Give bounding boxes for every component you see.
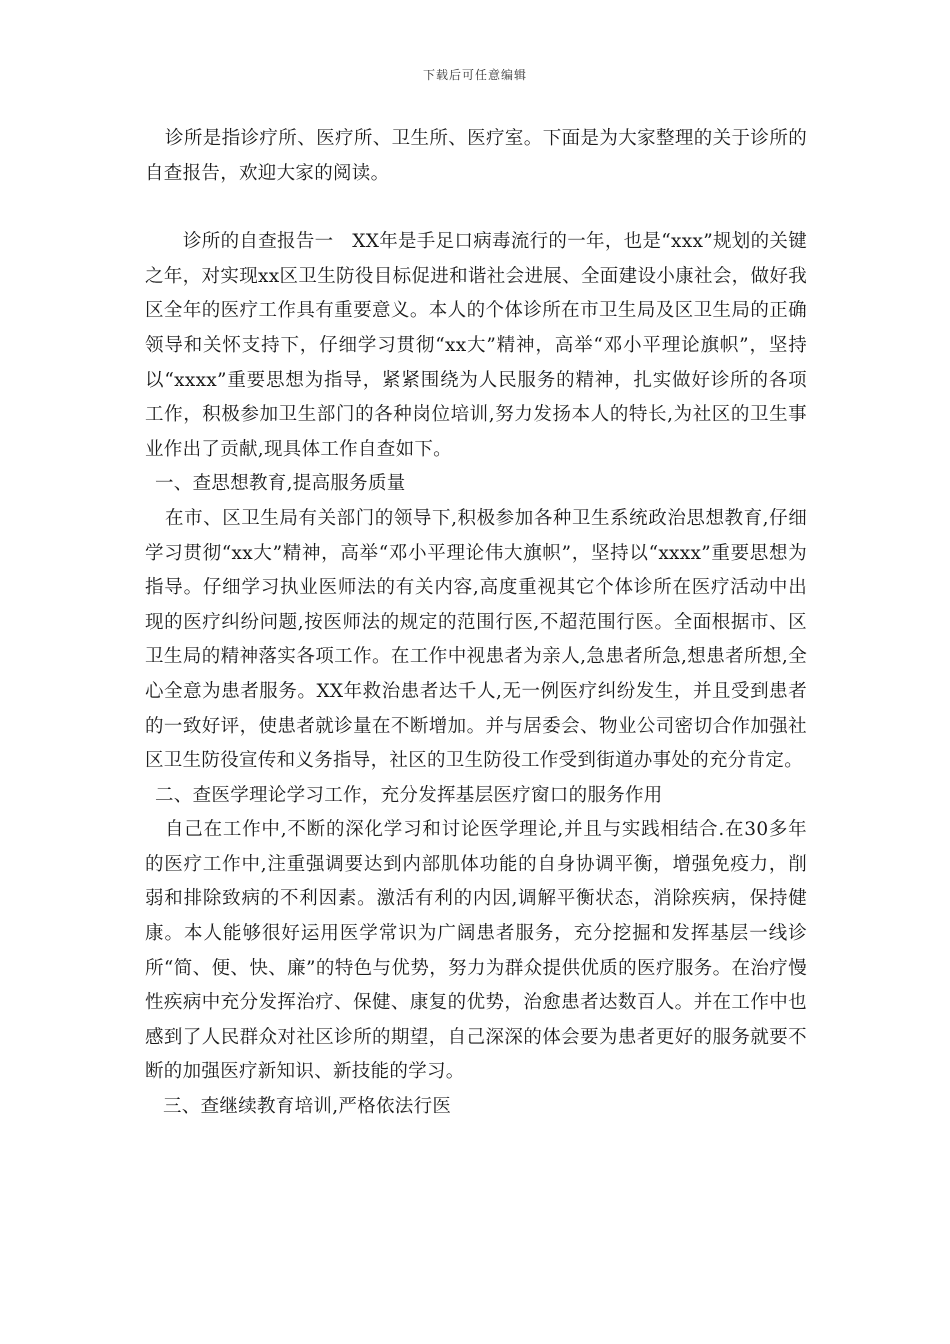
article-opening-paragraph: 诊所的自查报告一 XX年是手足口病毒流行的一年，也是“xxx”规划的关键之年，对实现xx区卫生防役目标促进和谐社会进展、全面建设小康社会，做好我区全年的医疗工作具有重要意义。本人的个体诊所在市卫生局及区卫生局的正确领导和关怀支持下，仔细学习贯彻“xx大”精神，高举“邓小平理论旗帜”，坚持以“xxxx”重要思想为指导，紧紧围绕为人民服务的精神，扎实做好诊所的各项工作，积极参加卫生部门的各种岗位培训,努力发扬本人的特长,为社区的卫生事业作出了贡献,现具体工作自查如下。 — [145, 231, 807, 460]
header-note: 下载后可任意编辑 — [422, 68, 527, 82]
section-heading-3: 三、查继续教育培训,严格依法行医 — [163, 1096, 452, 1118]
section-heading-2: 二、查医学理论学习工作，充分发挥基层医疗窗口的服务作用 — [155, 784, 663, 806]
paragraph-gap — [145, 191, 807, 225]
section-body-2: 自己在工作中,不断的深化学习和讨论医学理论,并且与实践相结合.在30多年的医疗工作中,注重强调要达到内部肌体功能的自身协调平衡，增强免疫力，削弱和排除致病的不利因素。激活有利的内因,调解平衡状态，消除疾病，保持健康。本人能够很好运用医学常识为广阔患者服务，充分挖掘和发挥基层一线诊所“简、便、快、廉”的特色与优势，努力为群众提供优质的医疗服务。在治疗慢性疾病中充分发挥治疗、保健、康复的优势，治愈患者达数百人。并在工作中也感到了人民群众对社区诊所的期望，自己深深的体会要为患者更好的服务就要不断的加强医疗新知识、新技能的学习。 — [145, 819, 807, 1083]
document-body — [145, 122, 807, 1125]
section-heading-1: 一、查思想教育,提高服务质量 — [155, 473, 406, 495]
section-body-1: 在市、区卫生局有关部门的领导下,积极参加各种卫生系统政治思想教育,仔细学习贯彻“xx大”精神，高举“邓小平理论伟大旗帜”，坚持以“xxxx”重要思想为指导。仔细学习执业医师法的有关内容,高度重视其它个体诊所在医疗活动中出现的医疗纠纷问题,按医师法的规定的范围行医,不超范围行医。全面根据市、区卫生局的精神落实各项工作。在工作中视患者为亲人,急患者所急,想患者所想,全心全意为患者服务。XX年救治患者达千人,无一例医疗纠纷发生，并且受到患者的一致好评，使患者就诊量在不断增加。并与居委会、物业公司密切合作加强社区卫生防役宣传和义务指导，社区的卫生防役工作受到街道办事处的充分肯定。 — [145, 507, 807, 772]
intro-paragraph: 诊所是指诊疗所、医疗所、卫生所、医疗室。下面是为大家整理的关于诊所的自查报告，欢迎大家的阅读。 — [145, 128, 807, 184]
